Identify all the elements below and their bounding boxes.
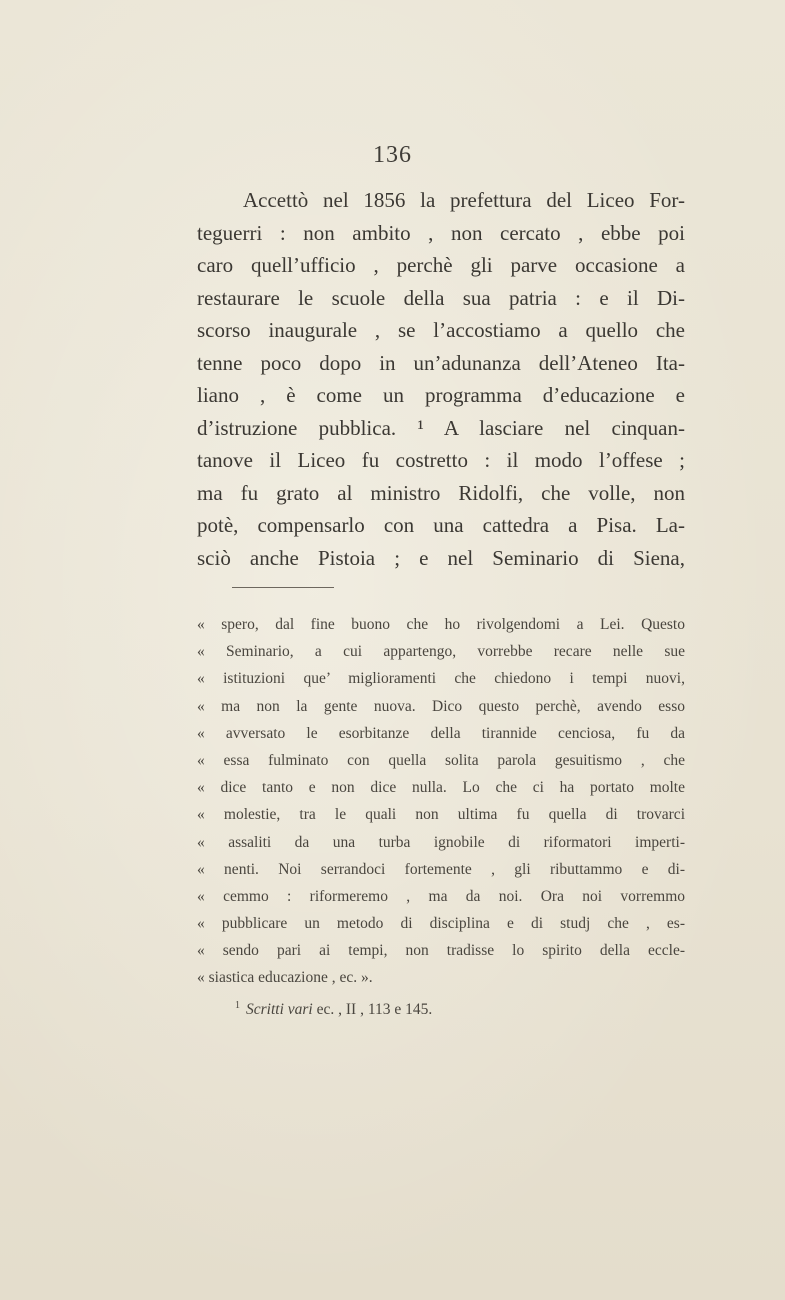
body-line: liano , è come un programma d’educazione e (197, 383, 685, 407)
footnote-divider (232, 587, 334, 588)
body-line: Accettò nel 1856 la prefettura del Liceo For- (243, 188, 685, 212)
body-line: d’istruzione pubblica. ¹ A lasciare nel cinquan- (197, 415, 685, 440)
body-line: sciò anche Pistoia ; e nel Seminario di Siena, (197, 545, 685, 570)
reference-citation: ec. , II , 113 e 145. (312, 1000, 433, 1018)
footnote-line: « molestie, tra le quali non ultima fu quella di trovarci (197, 806, 685, 824)
body-line: potè, compensarlo con una cattedra a Pisa. La- (197, 513, 685, 537)
body-line: restaurare le scuole della sua patria : e il Di- (197, 285, 685, 310)
footnote-block (197, 611, 685, 1019)
body-line: tanove il Liceo fu costretto : il modo l’offese ; (197, 448, 685, 472)
footnote-line: « avversato le esorbitanze della tirannide cenciosa, fu da (197, 724, 685, 742)
footnote-line: « nenti. Noi serrandoci fortemente , gli ributtammo e di- (197, 860, 685, 878)
body-line: teguerri : non ambito , non cercato , ebbe poi (197, 220, 685, 245)
footnote-line: « cemmo : riformeremo , ma da noi. Ora noi vorremmo (197, 887, 685, 905)
footnote-line: « assaliti da una turba ignobile di riformatori imperti- (197, 833, 685, 851)
footnote-line: « siastica educazione , ec. ». (197, 969, 373, 987)
main-text-block (197, 184, 685, 574)
footnote-line: « pubblicare un metodo di disciplina e di studj che , es- (197, 915, 685, 933)
footnote-line: « spero, dal fine buono che ho rivolgendomi a Lei. Questo (197, 616, 685, 633)
footnote-line: « dice tanto e non dice nulla. Lo che ci ha portato molte (197, 779, 685, 797)
body-line: ma fu grato al ministro Ridolfi, che volle, non (197, 480, 685, 505)
body-line: scorso inaugurale , se l’accostiamo a quello che (197, 318, 685, 342)
reference-title: Scritti vari (246, 1000, 313, 1018)
body-line: tenne poco dopo in un’adunanza dell’Ateneo Ita- (197, 350, 685, 375)
footnote-reference (197, 992, 685, 1019)
footnote-line: « essa fulminato con quella solita parola gesuitismo , che (197, 751, 685, 769)
footnote-line: « ma non la gente nuova. Dico questo perchè, avendo esso (197, 697, 685, 715)
body-line: caro quell’ufficio , perchè gli parve occasione a (197, 253, 685, 277)
footnote-line: « sendo pari ai tempi, non tradisse lo spirito della eccle- (197, 942, 685, 960)
page-number: 136 (373, 142, 412, 168)
footnote-marker: 1 (235, 999, 240, 1011)
footnote-line: « Seminario, a cui appartengo, vorrebbe recare nelle sue (197, 643, 685, 661)
footnote-line: « istituzioni que’ miglioramenti che chiedono i tempi nuovi, (197, 670, 685, 688)
